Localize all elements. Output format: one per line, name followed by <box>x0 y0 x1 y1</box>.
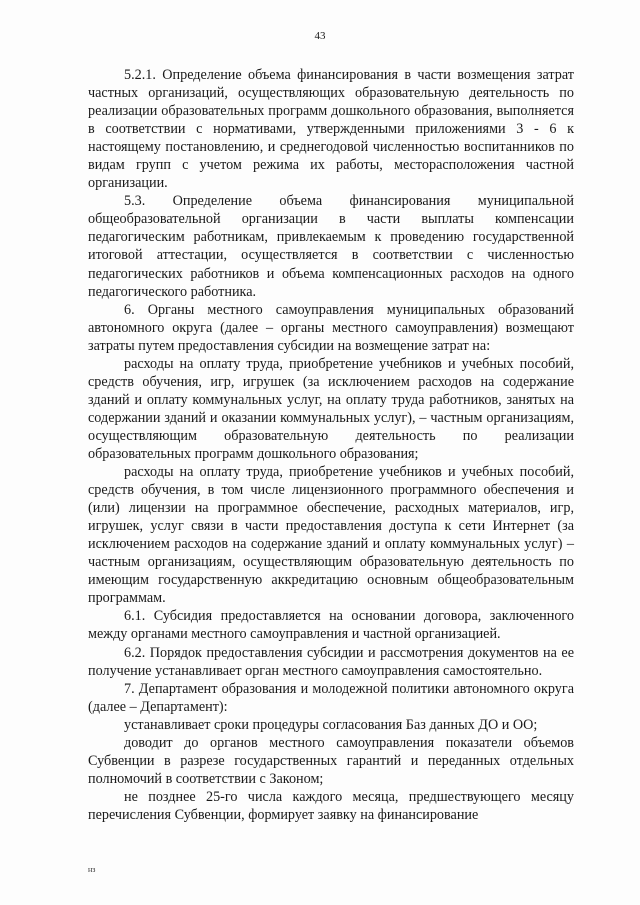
paragraph-7-item-2: доводит до органов местного самоуправления показатели объемов Субвенции в разрезе государственных гарантий и переданных отдельных полномочий в соответствии с Законом; <box>88 734 574 787</box>
paragraph-6-1: 6.1. Субсидия предоставляется на основании договора, заключенного между органами местного самоуправления и частной организацией. <box>88 608 574 643</box>
paragraph-6-item-2: расходы на оплату труда, приобретение учебников и учебных пособий, средств обучения, в том числе лицензионного программного обеспечения и (или) лицензии на программное обеспечение, расходных материалов, игр, игрушек, услуг связи в части предоставления доступа к сети Интернет (за исключением расходов на содержание зданий и оплату коммунальных услуг) – частным организациям, осуществляющим образовательную деятельность по имеющим государственную аккредитацию основным общеобразовательным программам. <box>88 464 574 607</box>
paragraph-5-2-1: 5.2.1. Определение объема финансирования в части возмещения затрат частных организаций, осуществляющих образовательную деятельность по реализации образовательных программ дошкольного образования, выполняется в соответствии с нормативами, утвержденными приложениями 3 - 6 к настоящему постановлению, и среднегодовой численностью воспитанников по видам групп с учетом режима их работы, месторасположения частной организации. <box>88 67 574 192</box>
page-number: 43 <box>314 30 326 42</box>
paragraph-6-item-1: расходы на оплату труда, приобретение учебников и учебных пособий, средств обучения, игр, игрушек (за исключением расходов на содержание зданий и оплату коммунальных услуг, на оплату труда работников, занятых на содержании зданий и оказании коммунальных услуг), – частным организациям, осуществляющим образовательную деятельность по реализации образовательных программ дошкольного образования; <box>88 355 574 462</box>
paragraph-7-item-3: не позднее 25-го числа каждого месяца, предшествующего месяцу перечисления Субвенции, формирует заявку на финансирование <box>88 788 574 823</box>
paragraph-6: 6. Органы местного самоуправления муниципальных образований автономного округа (далее – органы местного самоуправления) возмещают затраты путем предоставления субсидии на возмещение затрат на: <box>88 301 574 354</box>
document-body <box>88 66 574 824</box>
footer-mark: нз <box>88 865 96 874</box>
paragraph-6-2: 6.2. Порядок предоставления субсидии и рассмотрения документов на ее получение устанавливает орган местного самоуправления самостоятельно. <box>88 644 574 679</box>
paragraph-7-item-1: устанавливает сроки процедуры согласования Баз данных ДО и ОО; <box>124 716 538 733</box>
paragraph-5-3: 5.3. Определение объема финансирования муниципальной общеобразовательной организации в части выплаты компенсации педагогическим работникам, привлекаемым к проведению государственной итоговой аттестации, осуществляется в соответствии с численностью педагогических работников и объема компенсационных расходов на одного педагогического работника. <box>88 193 574 300</box>
paragraph-7: 7. Департамент образования и молодежной политики автономного округа (далее – Департамент): <box>88 680 574 715</box>
